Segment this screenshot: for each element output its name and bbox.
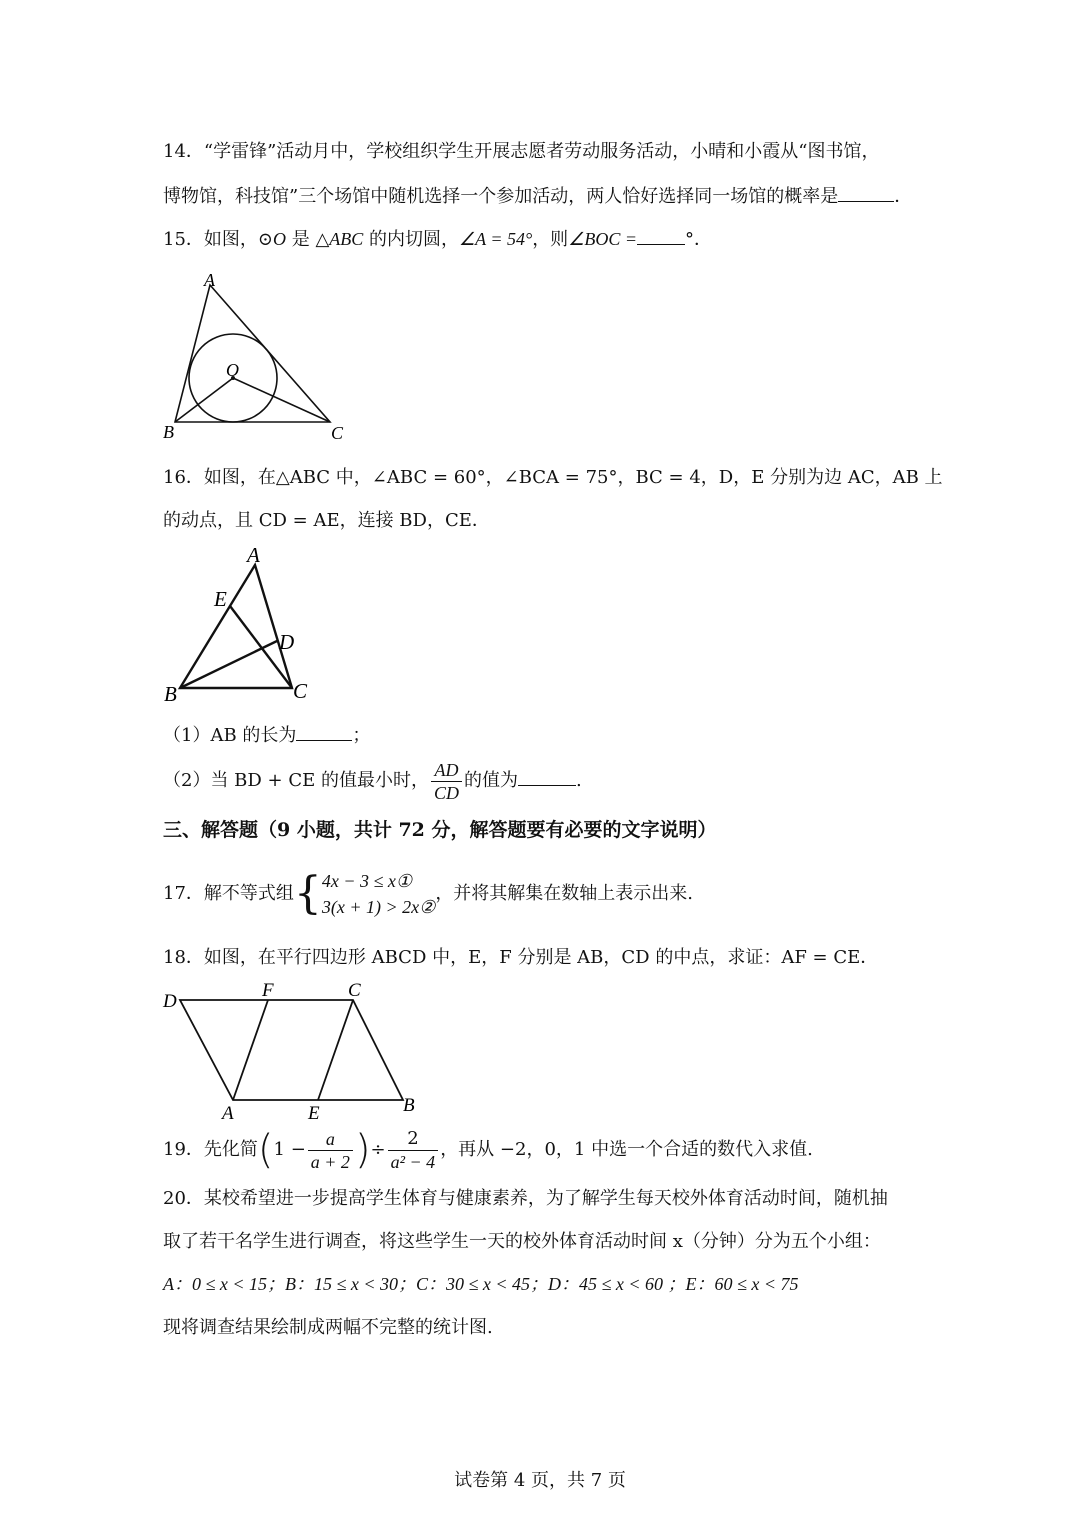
label-a: A (204, 270, 215, 290)
q16-part1-text: （1）AB 的长为 (163, 725, 297, 746)
q15-pre: 15．如图， (163, 229, 258, 250)
inequality-system (322, 868, 435, 920)
label-e: E (308, 1103, 320, 1124)
label-d: D (279, 630, 295, 654)
q16-part1-end: ； (352, 725, 371, 746)
fraction-numerator: a (308, 1128, 353, 1151)
fraction-numerator: AD (431, 759, 462, 782)
label-d: D (163, 991, 177, 1012)
q14-line2 (163, 183, 912, 209)
q15-angleBOC: ∠BOC = (568, 229, 637, 249)
label-b: B (403, 1095, 415, 1116)
q20-line1: 20．某校希望进一步提高学生体育与健康素养，为了解学生每天校外体育活动时间，随机抽 (163, 1188, 888, 1209)
fraction-denominator: a + 2 (310, 1151, 350, 1172)
q15-mid3: ，则 (532, 229, 569, 250)
triangle-abc (180, 565, 295, 688)
left-paren: ( (257, 1127, 274, 1173)
q16-triangle-diagram (160, 540, 330, 710)
q15-figure (160, 268, 360, 452)
fraction-numerator: 2 (388, 1128, 439, 1151)
q16-part2-blank (518, 767, 576, 786)
q16-part1 (163, 722, 370, 748)
right-paren: ) (354, 1127, 371, 1173)
label-b: B (164, 682, 177, 706)
label-o: O (226, 360, 239, 380)
q14-end: ． (894, 186, 913, 207)
q17-pre: 17．解不等式组 (163, 883, 294, 904)
q14-line2-text: 博物馆，科技馆”三个场馆中随机选择一个参加活动，两人恰好选择同一场馆的概率是 (163, 186, 839, 207)
q20-line3: A：0 ≤ x < 15；B：15 ≤ x < 30；C：30 ≤ x < 45；D：45 ≤ x < 60 ；E：60 ≤ x < 75 (163, 1274, 799, 1294)
label-f: F (262, 980, 274, 1001)
q19-one: 1 − (273, 1139, 306, 1160)
label-a: A (247, 543, 260, 567)
q19-line (163, 1124, 813, 1176)
q20-line4: 现将调查结果绘制成两幅不完整的统计图. (163, 1317, 493, 1338)
q16-part2-text: （2）当 BD + CE 的值最小时， (163, 770, 429, 791)
label-c: C (293, 679, 308, 703)
left-brace: { (293, 868, 322, 919)
fraction-ad-cd (431, 759, 462, 804)
q16-part2-mid: 的值为 (464, 770, 519, 791)
segment-ce (318, 1000, 353, 1100)
q15-mid2: 的内切圆， (363, 229, 460, 250)
q15-line (163, 226, 712, 252)
page-footer: 试卷第 4 页，共 7 页 (454, 1470, 626, 1491)
parallelogram-abcd (180, 1000, 403, 1100)
q15-O: O (273, 229, 286, 249)
fraction-a-over-a-plus-2 (308, 1128, 353, 1173)
q19-pre: 19．先化简 (163, 1139, 258, 1160)
circle-symbol: ⊙ (257, 229, 273, 250)
q17-post: ，并将其解集在数轴上表示出来. (435, 883, 694, 904)
q18-parallelogram-diagram (160, 976, 430, 1126)
q16-figure (160, 540, 330, 714)
q20-line2: 取了若干名学生进行调查，将这些学生一天的校外体育活动时间 x（分钟）分为五个小组： (163, 1231, 881, 1252)
division-sign: ÷ (370, 1139, 386, 1160)
q17-line (163, 864, 693, 924)
q15-answer-blank (637, 226, 685, 245)
label-e: E (214, 587, 227, 611)
label-b: B (163, 422, 174, 442)
q18-figure (160, 976, 430, 1130)
q16-part2 (163, 757, 582, 805)
q16-line2: 的动点，且 CD = AE，连接 BD，CE． (163, 510, 490, 531)
q16-part1-blank (296, 722, 352, 741)
segment-af (233, 1000, 268, 1100)
fraction-2-over-a2-minus-4 (388, 1128, 439, 1173)
label-c: C (331, 423, 344, 443)
q15-mid1: 是 △ (286, 229, 330, 250)
fraction-denominator: CD (434, 782, 460, 803)
q15-triangle-incircle-diagram (160, 268, 360, 448)
q14-line1: 14．“学雷锋”活动月中，学校组织学生开展志愿者劳动服务活动，小晴和小霞从“图书馆， (163, 141, 880, 162)
q15-angleA: ∠A = 54° (459, 229, 533, 249)
q19-post: ，再从 −2，0，1 中选一个合适的数代入求值. (440, 1139, 813, 1160)
q18-line: 18．如图，在平行四边形 ABCD 中，E，F 分别是 AB，CD 的中点，求证：AF = CE． (163, 947, 879, 968)
fraction-denominator: a² − 4 (390, 1151, 436, 1172)
triangle-abc (175, 285, 330, 422)
inequality-2: 3(x + 1) > 2x② (321, 897, 436, 917)
q16-line1: 16．如图，在△ABC 中，∠ABC = 60°，∠BCA = 75°，BC = 4，D，E 分别为边 AC，AB 上 (163, 467, 943, 488)
label-c: C (348, 980, 361, 1001)
q14-answer-blank (838, 183, 894, 202)
segment-oc (233, 378, 330, 422)
segment-ob (175, 378, 233, 422)
q15-ABC: ABC (329, 229, 364, 249)
label-a: A (222, 1103, 234, 1124)
q15-end: °． (684, 229, 712, 250)
inequality-1: 4x − 3 ≤ x① (321, 871, 413, 891)
q16-part2-end: . (576, 770, 582, 791)
section-3-heading: 三、解答题（9 小题，共计 72 分，解答题要有必要的文字说明） (163, 819, 717, 841)
